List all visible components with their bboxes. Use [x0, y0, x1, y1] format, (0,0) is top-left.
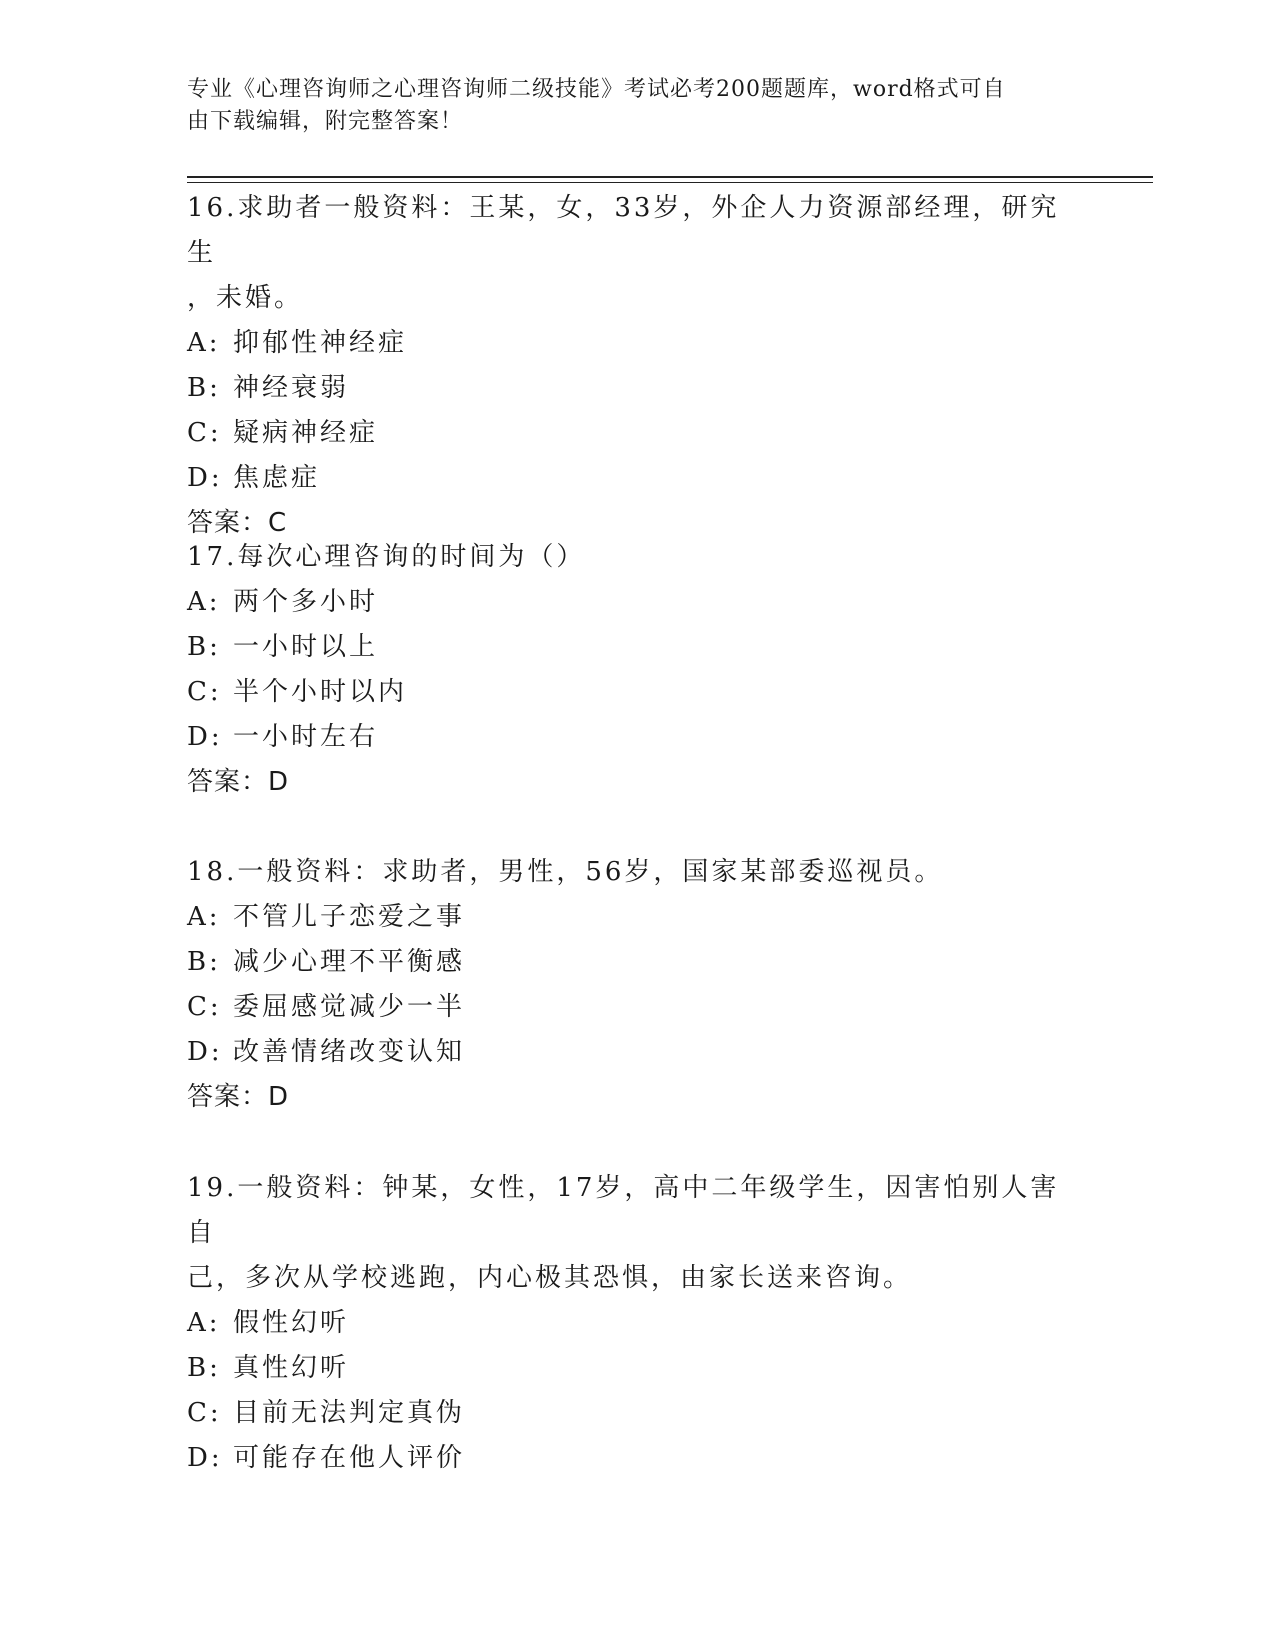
option-text: 委屈感觉减少一半 — [233, 992, 466, 1022]
option-c — [187, 1391, 1087, 1436]
option-a — [187, 1301, 1087, 1346]
option-a — [187, 895, 1087, 940]
option-b — [187, 940, 1087, 985]
option-text: 可能存在他人评价 — [233, 1443, 466, 1473]
question-stem-continued: ，未婚。 — [187, 283, 304, 313]
option-key: D: — [187, 1443, 223, 1473]
question-16 — [187, 186, 1087, 546]
option-text: 一小时以上 — [233, 632, 379, 662]
option-text: 焦虑症 — [233, 463, 321, 493]
option-d — [187, 1436, 1087, 1481]
header-line-1: 专业《心理咨询师之心理咨询师二级技能》考试必考200题题库，word格式可自 — [187, 77, 1006, 102]
answer: 答案：D — [187, 1082, 290, 1112]
option-text: 神经衰弱 — [233, 373, 350, 403]
option-key: D: — [187, 463, 223, 493]
option-c — [187, 985, 1087, 1030]
option-a — [187, 321, 1087, 366]
option-key: D: — [187, 1037, 223, 1067]
option-text: 真性幻听 — [233, 1353, 350, 1383]
question-19 — [187, 1166, 1087, 1481]
option-key: B: — [187, 373, 221, 403]
question-stem-continued: 己，多次从学校逃跑，内心极其恐惧，由家长送来咨询。 — [187, 1263, 913, 1293]
option-key: C: — [187, 418, 222, 448]
option-text: 两个多小时 — [233, 587, 379, 617]
option-b — [187, 1346, 1087, 1391]
header-line-2: 由下载编辑，附完整答案！ — [187, 109, 464, 134]
option-d — [187, 715, 1087, 760]
option-key: A: — [187, 902, 221, 932]
document-header — [187, 74, 1067, 138]
option-key: A: — [187, 328, 221, 358]
option-key: C: — [187, 1398, 222, 1428]
option-text: 假性幻听 — [233, 1308, 350, 1338]
header-divider-thick — [187, 176, 1153, 178]
option-key: A: — [187, 1308, 221, 1338]
option-d — [187, 1030, 1087, 1075]
answer: 答案：C — [187, 508, 288, 538]
option-text: 抑郁性神经症 — [233, 328, 408, 358]
option-key: B: — [187, 947, 221, 977]
option-text: 疑病神经症 — [233, 418, 379, 448]
option-text: 不管儿子恋爱之事 — [233, 902, 466, 932]
option-a — [187, 580, 1087, 625]
question-17 — [187, 535, 1087, 805]
option-text: 一小时左右 — [233, 722, 379, 752]
option-text: 目前无法判定真伪 — [233, 1398, 466, 1428]
option-d — [187, 456, 1087, 501]
option-key: A: — [187, 587, 221, 617]
question-stem: 17.每次心理咨询的时间为（） — [187, 542, 586, 572]
option-key: B: — [187, 1353, 221, 1383]
option-c — [187, 411, 1087, 456]
option-key: C: — [187, 992, 222, 1022]
option-c — [187, 670, 1087, 715]
question-18 — [187, 850, 1087, 1120]
answer: 答案：D — [187, 767, 290, 797]
option-text: 半个小时以内 — [233, 677, 408, 707]
option-key: B: — [187, 632, 221, 662]
question-stem: 18.一般资料：求助者，男性，56岁，国家某部委巡视员。 — [187, 857, 944, 887]
question-stem: 19.一般资料：钟某，女性，17岁，高中二年级学生，因害怕别人害自 — [187, 1173, 1060, 1248]
option-b — [187, 625, 1087, 670]
option-text: 减少心理不平衡感 — [233, 947, 466, 977]
header-divider-thin — [187, 182, 1153, 183]
option-key: C: — [187, 677, 222, 707]
option-b — [187, 366, 1087, 411]
option-text: 改善情绪改变认知 — [233, 1037, 466, 1067]
question-stem: 16.求助者一般资料：王某，女，33岁，外企人力资源部经理，研究生 — [187, 193, 1060, 268]
option-key: D: — [187, 722, 223, 752]
